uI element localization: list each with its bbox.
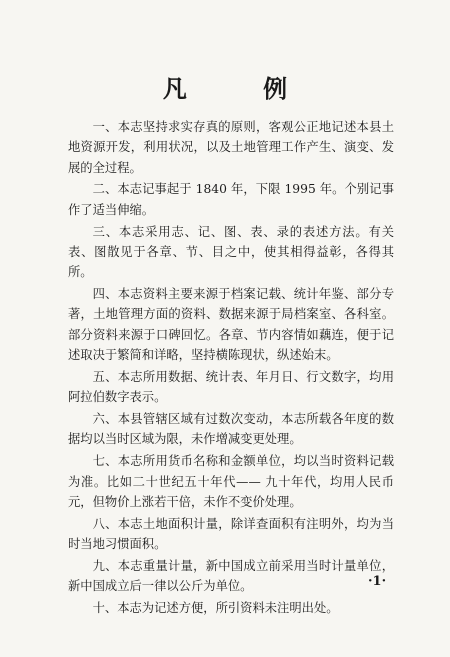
page-number: ·1· <box>368 574 387 589</box>
paragraph-10: 十、本志为记述方便，所引资料未注明出处。 <box>92 601 339 616</box>
paragraph-1: 一、本志坚持求实存真的原则，客观公正地记述本县土地资源开发，利用状况，以及土地管理工作产生、演变、发展的全过程。 <box>68 120 394 175</box>
paragraph-4: 四、本志资料主要来源于档案记载、统计年鉴、部分专著，土地管理方面的资料、数据来源于局档案室、各科室。部分资料来源于口碑回忆。各章、节内容情如藕连，便于记述取决于繁简和详略，坚持横陈现状，纵述始末。 <box>68 287 394 363</box>
page-title: 凡 例 <box>162 74 322 103</box>
paragraph-3: 三、本志采用志、记、图、表、录的表述方法。有关表、图散见于各章、节、目之中，使其相得益彰，各得其所。 <box>68 224 394 280</box>
paragraph-2: 二、本志记事起于 1840 年，下限 1995 年。个别记事作了适当伸缩。 <box>68 182 394 217</box>
paragraph-7: 七、本志所用货币名称和金额单位，均以当时资料记载为准。比如二十世纪五十年代—— 九十年代，均用人民币元，但物价上涨若干倍，未作不变价处理。 <box>68 454 394 509</box>
body-text <box>68 117 394 618</box>
paragraph-8: 八、本志土地面积计量，除详查面积有注明外，均为当时当地习惯面积。 <box>68 516 394 552</box>
paragraph-5: 五、本志所用数据、统计表、年月日、行文数字，均用阿拉伯数字表示。 <box>68 369 394 405</box>
paragraph-6: 六、本县管辖区域有过数次变动，本志所载各年度的数据均以当时区域为限，未作增减变更处理。 <box>68 412 394 447</box>
paragraph-9: 九、本志重量计量，新中国成立前采用当时计量单位，新中国成立后一律以公斤为单位。 <box>68 558 394 594</box>
